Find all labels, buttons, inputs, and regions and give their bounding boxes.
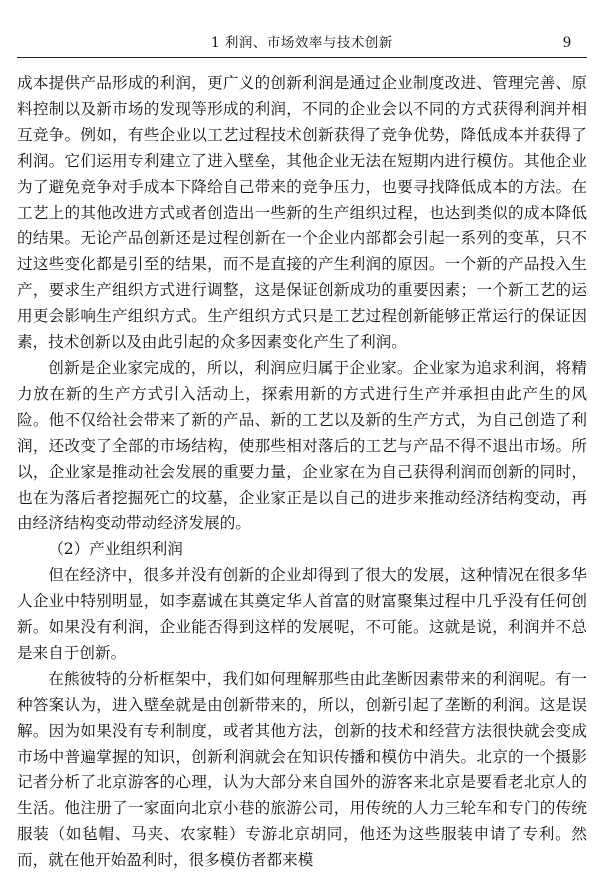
chapter-title: 1 利润、市场效率与技术创新 xyxy=(211,35,393,51)
paragraph: 创新是企业家完成的，所以，利润应归属于企业家。企业家为追求利润，将精力放在新的生产方式引入活动上，探索用新的方式进行生产并承担由此产生的风险。他不仅给社会带来了新的产品、新的工艺以及新的生产方式，为自己创造了利润，还改变了全部的市场结构，使那些相对落后的工艺与产品不得不退出市场。所以，企业家是推动社会发展的重要力量，企业家在为自己获得利润而创新的同时，也在为落后者挖掘死亡的坟墓，企业家正是以自己的进步来推动经济结构变动，再由经济结构变动带动经济发展的。 xyxy=(17,358,587,533)
page-body xyxy=(17,71,587,874)
paragraph: 但在经济中，很多并没有创新的企业却得到了很大的发展，这种情况在很多华人企业中特别明显，如李嘉诚在其奠定华人首富的财富聚集过程中几乎没有任何创新。如果没有利润，企业能否得到这样的发展呢，不可能。这就是说，利润并不总是来自于创新。 xyxy=(17,566,587,662)
page-number: 9 xyxy=(563,34,571,51)
paragraph: 成本提供产品形成的利润，更广义的创新利润是通过企业制度改进、管理完善、原料控制以及新市场的发现等形成的利润，不同的企业会以不同的方式获得利润并相互竞争。例如，有些企业以工艺过程技术创新获得了竞争优势，降低成本并获得了利润。它们运用专利建立了进入壁垒，其他企业无法在短期内进行模仿。其他企业为了避免竞争对手成本下降给自己带来的竞争压力，也要寻找降低成本的方法。在工艺上的其他改进方式或者创造出一些新的生产组织过程，也达到类似的成本降低的结果。无论产品创新还是过程创新在一个企业内部都会引起一系列的变革，只不过这些变化都是引至的结果，而不是直接的产生利润的原因。一个新的产品投入生产，要求生产组织方式进行调整，这是保证创新成功的重要因素；一个新工艺的运用更会影响生产组织方式。生产组织方式只是工艺过程创新能够正常运行的保证因素，技术创新以及由此引起的众多因素变化产生了利润。 xyxy=(17,74,587,352)
paragraph: 在熊彼特的分析框架中，我们如何理解那些由此垄断因素带来的利润呢。有一种答案认为，进入壁垒就是由创新带来的，所以，创新引起了垄断的利润。这是误解。因为如果没有专利制度，或者其他方法，创新的技术和经营方法很快就会变成市场中普遍掌握的知识，创新利润就会在知识传播和模仿中消失。北京的一个摄影记者分析了北京游客的心理，认为大部分来自国外的游客来北京是要看老北京人的生活。他注册了一家面向北京小巷的旅游公司，用传统的人力三轮车和专门的传统服装（如毡帽、马夹、农家鞋）专游北京胡同，他还为这些服装申请了专利。然而，就在他开始盈利时，很多模仿者都来模 xyxy=(17,669,587,870)
running-header xyxy=(17,33,587,58)
section-subheading: （2）产业组织利润 xyxy=(48,540,183,559)
